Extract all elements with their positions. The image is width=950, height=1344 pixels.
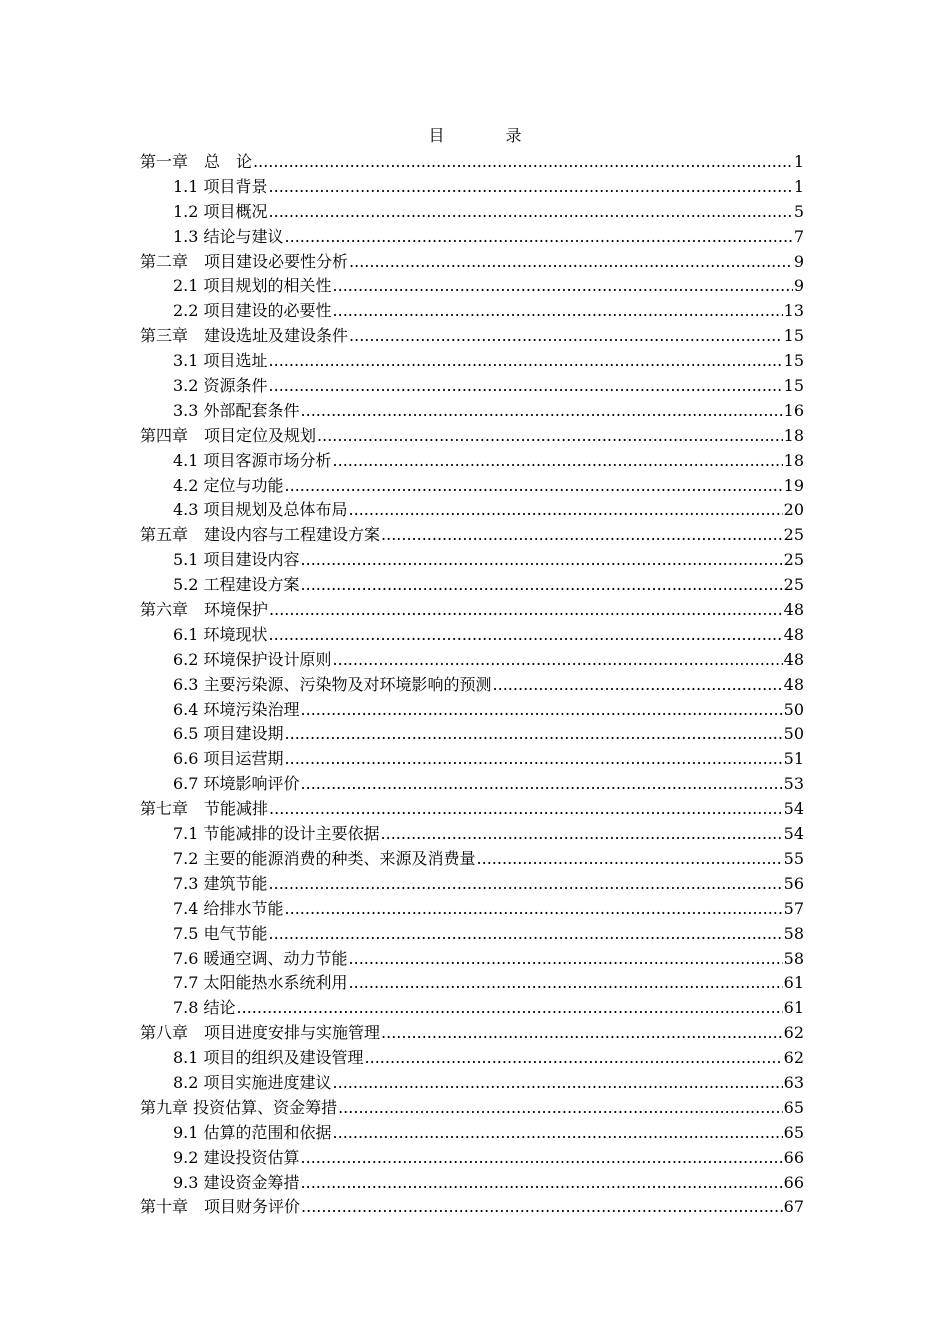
toc-chapter-entry[interactable] (140, 523, 804, 548)
toc-dot-leader (333, 1121, 783, 1146)
toc-chapter-entry[interactable] (140, 598, 804, 623)
toc-entry-text: 5.2 工程建设方案 (173, 575, 300, 595)
toc-dot-leader (381, 1021, 783, 1046)
toc-dot-leader (338, 1096, 783, 1121)
toc-page-number: 20 (783, 500, 804, 520)
toc-page-number: 48 (783, 674, 804, 694)
toc-chapter-entry[interactable] (140, 1195, 804, 1220)
toc-dot-leader (381, 523, 783, 548)
toc-section-entry[interactable] (140, 872, 804, 897)
toc-dot-leader (253, 150, 793, 175)
toc-entry-text: 6.4 环境污染治理 (173, 699, 300, 719)
toc-dot-leader (269, 598, 783, 623)
toc-section-entry[interactable] (140, 1046, 804, 1071)
toc-dot-leader (301, 399, 783, 424)
toc-chapter-entry[interactable] (140, 797, 804, 822)
toc-section-entry[interactable] (140, 648, 804, 673)
toc-dot-leader (301, 1195, 783, 1220)
toc-dot-leader (333, 274, 793, 299)
toc-section-entry[interactable] (140, 349, 804, 374)
toc-section-entry[interactable] (140, 1121, 804, 1146)
toc-entry-text: 4.2 定位与功能 (173, 475, 284, 495)
toc-entry-text: 7.4 给排水节能 (173, 898, 284, 918)
toc-page-number: 53 (783, 774, 804, 794)
toc-entry-text: 3.1 项目选址 (173, 351, 268, 371)
toc-entry-text: 1.2 项目概况 (173, 201, 268, 221)
toc-entry-text: 7.8 结论 (173, 998, 236, 1018)
toc-dot-leader (269, 872, 783, 897)
toc-dot-leader (349, 250, 793, 275)
toc-entry-text: 第一章 总 论 (140, 152, 253, 171)
toc-page-number: 18 (783, 425, 804, 445)
toc-entry-text: 第九章 投资估算、资金筹措 (140, 1097, 338, 1117)
toc-dot-leader (333, 648, 783, 673)
toc-section-entry[interactable] (140, 1146, 804, 1171)
toc-dot-leader (285, 225, 793, 250)
toc-dot-leader (285, 474, 783, 499)
toc-section-entry[interactable] (140, 474, 804, 499)
toc-entry-text: 3.3 外部配套条件 (173, 400, 300, 420)
toc-page-number: 54 (783, 824, 804, 844)
toc-page-number: 57 (783, 898, 804, 918)
toc-dot-leader (301, 1171, 783, 1196)
toc-entry-text: 第四章 项目定位及规划 (140, 425, 317, 445)
toc-section-entry[interactable] (140, 698, 804, 723)
toc-page-number: 19 (783, 475, 804, 495)
toc-page-number: 67 (783, 1197, 804, 1217)
toc-section-entry[interactable] (140, 822, 804, 847)
toc-entry-text: 4.1 项目客源市场分析 (173, 450, 332, 470)
toc-page-number: 50 (783, 724, 804, 744)
toc-entry-text: 7.2 主要的能源消费的种类、来源及消费量 (173, 848, 476, 868)
toc-page-number: 58 (783, 948, 804, 968)
toc-entry-text: 第三章 建设选址及建设条件 (140, 326, 349, 346)
toc-page-number: 62 (783, 1023, 804, 1043)
toc-dot-leader (381, 822, 783, 847)
toc-page-number: 51 (783, 749, 804, 769)
toc-page-number: 66 (783, 1172, 804, 1192)
toc-page-number: 18 (783, 450, 804, 470)
toc-entry-text: 6.2 环境保护设计原则 (173, 649, 332, 669)
toc-section-entry[interactable] (140, 996, 804, 1021)
toc-section-entry[interactable] (140, 274, 804, 299)
toc-entry-text: 2.2 项目建设的必要性 (173, 301, 332, 321)
toc-entry-text: 1.1 项目背景 (173, 176, 268, 196)
toc-page-number: 9 (793, 276, 804, 296)
toc-entry-text: 第八章 项目进度安排与实施管理 (140, 1023, 381, 1043)
toc-page-number: 61 (783, 973, 804, 993)
toc-section-entry[interactable] (140, 947, 804, 972)
toc-section-entry[interactable] (140, 573, 804, 598)
toc-dot-leader (269, 175, 793, 200)
toc-entry-text: 6.1 环境现状 (173, 624, 268, 644)
toc-entry-text: 8.1 项目的组织及建设管理 (173, 1048, 364, 1068)
toc-section-entry[interactable] (140, 498, 804, 523)
toc-section-entry[interactable] (140, 747, 804, 772)
toc-page-number: 7 (793, 226, 804, 246)
toc-entry-text: 7.5 电气节能 (173, 923, 268, 943)
toc-dot-leader (477, 847, 783, 872)
toc-entry-text: 第六章 环境保护 (140, 600, 269, 620)
toc-dot-leader (269, 374, 783, 399)
toc-page-number: 54 (783, 799, 804, 819)
toc-section-entry[interactable] (140, 722, 804, 747)
toc-entry-text: 8.2 项目实施进度建议 (173, 1072, 332, 1092)
toc-dot-leader (349, 971, 783, 996)
toc-dot-leader (301, 698, 783, 723)
toc-section-entry[interactable] (140, 449, 804, 474)
toc-page-number: 16 (783, 400, 804, 420)
toc-section-entry[interactable] (140, 374, 804, 399)
toc-section-entry[interactable] (140, 1171, 804, 1196)
toc-section-entry[interactable] (140, 1071, 804, 1096)
toc-page-number: 56 (783, 873, 804, 893)
toc-dot-leader (301, 548, 783, 573)
toc-section-entry[interactable] (140, 623, 804, 648)
toc-dot-leader (285, 747, 783, 772)
toc-dot-leader (285, 897, 783, 922)
toc-entry-text: 7.3 建筑节能 (173, 873, 268, 893)
toc-entry-text: 第二章 项目建设必要性分析 (140, 251, 349, 271)
toc-page-number: 1 (793, 176, 804, 196)
toc-dot-leader (269, 200, 793, 225)
toc-section-entry[interactable] (140, 548, 804, 573)
toc-dot-leader (333, 1071, 783, 1096)
toc-dot-leader (333, 449, 783, 474)
toc-section-entry[interactable] (140, 847, 804, 872)
toc-dot-leader (349, 947, 783, 972)
toc-chapter-entry[interactable] (140, 150, 804, 175)
toc-entry-text: 第七章 节能减排 (140, 799, 269, 819)
toc-entry-text: 2.1 项目规划的相关性 (173, 276, 332, 296)
toc-chapter-entry[interactable] (140, 1021, 804, 1046)
toc-page-number: 25 (783, 550, 804, 570)
toc-section-entry[interactable] (140, 299, 804, 324)
toc-section-entry[interactable] (140, 772, 804, 797)
toc-title: 目 录 (428, 126, 550, 145)
toc-section-entry[interactable] (140, 200, 804, 225)
toc-page-number: 58 (783, 923, 804, 943)
toc-section-entry[interactable] (140, 673, 804, 698)
toc-entry-text: 7.7 太阳能热水系统利用 (173, 973, 348, 993)
toc-page-number: 65 (783, 1097, 804, 1117)
toc-page-number: 15 (783, 326, 804, 346)
toc-dot-leader (237, 996, 783, 1021)
toc-section-entry[interactable] (140, 897, 804, 922)
toc-page-number: 5 (793, 201, 804, 221)
toc-chapter-entry[interactable] (140, 324, 804, 349)
toc-entry-text: 5.1 项目建设内容 (173, 550, 300, 570)
toc-entry-text: 9.3 建设资金筹措 (173, 1172, 300, 1192)
toc-entry-text: 9.1 估算的范围和依据 (173, 1122, 332, 1142)
toc-page-number: 48 (783, 600, 804, 620)
toc-chapter-entry[interactable] (140, 1096, 804, 1121)
toc-page-number: 48 (783, 624, 804, 644)
toc-chapter-entry[interactable] (140, 250, 804, 275)
toc-dot-leader (269, 922, 783, 947)
toc-section-entry[interactable] (140, 225, 804, 250)
toc-page-number: 50 (783, 699, 804, 719)
toc-page-number: 13 (783, 301, 804, 321)
toc-dot-leader (269, 797, 783, 822)
toc-entry-text: 7.1 节能减排的设计主要依据 (173, 824, 380, 844)
toc-entry-text: 第五章 建设内容与工程建设方案 (140, 525, 381, 545)
toc-section-entry[interactable] (140, 175, 804, 200)
toc-dot-leader (493, 673, 783, 698)
toc-page-number: 66 (783, 1147, 804, 1167)
toc-page-number: 65 (783, 1122, 804, 1142)
toc-entry-text: 6.6 项目运营期 (173, 749, 284, 769)
toc-section-entry[interactable] (140, 922, 804, 947)
toc-page-number: 1 (793, 152, 804, 171)
toc-entry-text: 7.6 暖通空调、动力节能 (173, 948, 348, 968)
toc-dot-leader (269, 349, 783, 374)
toc-page-number: 9 (793, 251, 804, 271)
toc-entry-text: 6.7 环境影响评价 (173, 774, 300, 794)
toc-entry-text: 1.3 结论与建议 (173, 226, 284, 246)
toc-page-number: 55 (783, 848, 804, 868)
toc-dot-leader (285, 722, 783, 747)
toc-entry-text: 9.2 建设投资估算 (173, 1147, 300, 1167)
toc-dot-leader (349, 498, 783, 523)
toc-page-number: 48 (783, 649, 804, 669)
toc-dot-leader (333, 299, 783, 324)
toc-entry-text: 3.2 资源条件 (173, 376, 268, 396)
toc-page-number: 61 (783, 998, 804, 1018)
toc-dot-leader (317, 424, 783, 449)
toc-chapter-entry[interactable] (140, 424, 804, 449)
toc-page-number: 62 (783, 1048, 804, 1068)
toc-entry-text: 6.3 主要污染源、污染物及对环境影响的预测 (173, 674, 492, 694)
toc-dot-leader (365, 1046, 783, 1071)
toc-dot-leader (349, 324, 783, 349)
toc-section-entry[interactable] (140, 971, 804, 996)
toc-dot-leader (269, 623, 783, 648)
toc-page-number: 25 (783, 525, 804, 545)
toc-section-entry[interactable] (140, 399, 804, 424)
toc-entry-text: 第十章 项目财务评价 (140, 1197, 301, 1217)
toc-entry-text: 4.3 项目规划及总体布局 (173, 500, 348, 520)
toc-entry-text: 6.5 项目建设期 (173, 724, 284, 744)
toc-page-number: 25 (783, 575, 804, 595)
toc-page-number: 63 (783, 1072, 804, 1092)
toc-dot-leader (301, 573, 783, 598)
toc-dot-leader (301, 1146, 783, 1171)
toc-dot-leader (301, 772, 783, 797)
toc-page-number: 15 (783, 376, 804, 396)
toc-page-number: 15 (783, 351, 804, 371)
toc-list (140, 150, 804, 1220)
